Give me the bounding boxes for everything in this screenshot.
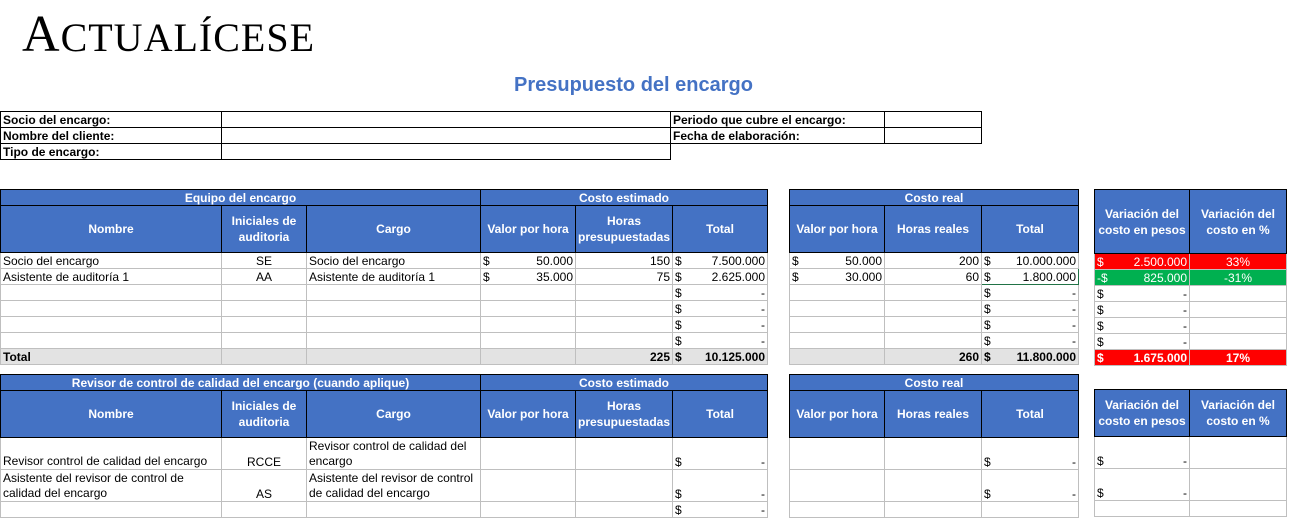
table-row: $ - — [1095, 469, 1287, 501]
logo: ACTUALÍCESE — [22, 6, 315, 63]
col-iniciales-2: Iniciales de auditoria — [222, 391, 307, 438]
col-var-pesos: Variación del costo en pesos — [1095, 190, 1190, 254]
equipo-header: Equipo del encargo — [1, 190, 481, 206]
table-row: $ 2.500.000 33% — [1095, 254, 1287, 270]
col-cargo: Cargo — [307, 206, 481, 253]
col-valor-2: Valor por hora — [481, 391, 576, 438]
real-header-2: Costo real — [790, 375, 1079, 391]
periodo-label: Periodo que cubre el encargo: — [671, 112, 885, 128]
table-row: $ - — [790, 285, 1079, 301]
table-row: $ 30.000 60 $ 1.800.000 — [790, 269, 1079, 285]
table-row: $ - — [790, 317, 1079, 333]
table-row: -$ 825.000 -31% — [1095, 270, 1287, 286]
estimado-header: Costo estimado — [481, 190, 768, 206]
col-var-pesos-2: Variación del costo en pesos — [1095, 390, 1190, 437]
table-row: Socio del encargo SE Socio del encargo $ 50.000 150 $ 7.500.000 — [1, 253, 768, 269]
revisor-estimado-table — [0, 374, 768, 518]
table-row: $ 50.000 200 $ 10.000.000 — [790, 253, 1079, 269]
socio-label: Socio del encargo: — [1, 112, 222, 128]
estimado-header-2: Costo estimado — [481, 375, 768, 391]
variacion-table-2 — [1094, 389, 1287, 517]
variacion-table — [1094, 189, 1287, 366]
col-cargo-2: Cargo — [307, 391, 481, 438]
col-nombre: Nombre — [1, 206, 222, 253]
selected-cell[interactable]: $ 1.800.000 — [982, 269, 1079, 285]
table-row: $ - — [1095, 334, 1287, 350]
table-row: Asistente del revisor de control de calidad del encargo AS Asistente del revisor de control de calidad del encargo $ - — [1, 470, 768, 502]
real-header: Costo real — [790, 190, 1079, 206]
table-row: $ - — [790, 438, 1079, 470]
total-row: Total 225 $ 10.125.000 — [1, 349, 768, 365]
table-row: $ - — [1095, 437, 1287, 469]
table-row: $ - — [790, 301, 1079, 317]
col-horas-reales: Horas reales — [885, 206, 982, 253]
equipo-real-table — [789, 189, 1079, 365]
col-nombre-2: Nombre — [1, 391, 222, 438]
revisor-real-table — [789, 374, 1079, 518]
total-row: 260 $ 11.800.000 — [790, 349, 1079, 365]
total-row: $ 1.675.000 17% — [1095, 350, 1287, 366]
col-total-2: Total — [673, 391, 768, 438]
fecha-cell[interactable] — [885, 128, 982, 144]
col-horas: Horas presupuestadas — [576, 206, 673, 253]
fecha-label: Fecha de elaboración: — [671, 128, 885, 144]
table-row: $ - — [790, 333, 1079, 349]
col-total-real-2: Total — [982, 391, 1079, 438]
col-total-real: Total — [982, 206, 1079, 253]
table-row: Asistente de auditoría 1 AA Asistente de auditoría 1 $ 35.000 75 $ 2.625.000 — [1, 269, 768, 285]
table-row: $ - — [1, 333, 768, 349]
col-valor-real-2: Valor por hora — [790, 391, 885, 438]
table-row: $ - — [1, 285, 768, 301]
table-row: $ - — [1, 301, 768, 317]
col-valor: Valor por hora — [481, 206, 576, 253]
table-row: $ - — [1095, 286, 1287, 302]
table-row: $ - — [1095, 302, 1287, 318]
col-total: Total — [673, 206, 768, 253]
table-row — [1095, 501, 1287, 517]
col-var-pct-2: Variación del costo en % — [1190, 390, 1287, 437]
tipo-label: Tipo de encargo: — [1, 144, 222, 160]
table-row: $ - — [1, 317, 768, 333]
table-row: $ - — [1, 502, 768, 518]
socio-cell[interactable] — [222, 112, 671, 128]
cliente-label: Nombre del cliente: — [1, 128, 222, 144]
equipo-estimado-table — [0, 189, 768, 365]
table-row: $ - — [790, 470, 1079, 502]
page-title: Presupuesto del encargo — [514, 74, 753, 96]
revisor-header: Revisor de control de calidad del encargo (cuando aplique) — [1, 375, 481, 391]
table-row — [790, 502, 1079, 518]
col-horas-2: Horas presupuestadas — [576, 391, 673, 438]
col-horas-reales-2: Horas reales — [885, 391, 982, 438]
table-row: $ - — [1095, 318, 1287, 334]
col-valor-real: Valor por hora — [790, 206, 885, 253]
info-table — [0, 111, 982, 160]
table-row: Revisor control de calidad del encargo RCCE Revisor control de calidad del encargo $ - — [1, 438, 768, 470]
tipo-cell[interactable] — [222, 144, 671, 160]
col-iniciales: Iniciales de auditoria — [222, 206, 307, 253]
col-var-pct: Variación del costo en % — [1190, 190, 1287, 254]
periodo-cell[interactable] — [885, 112, 982, 128]
cliente-cell[interactable] — [222, 128, 671, 144]
